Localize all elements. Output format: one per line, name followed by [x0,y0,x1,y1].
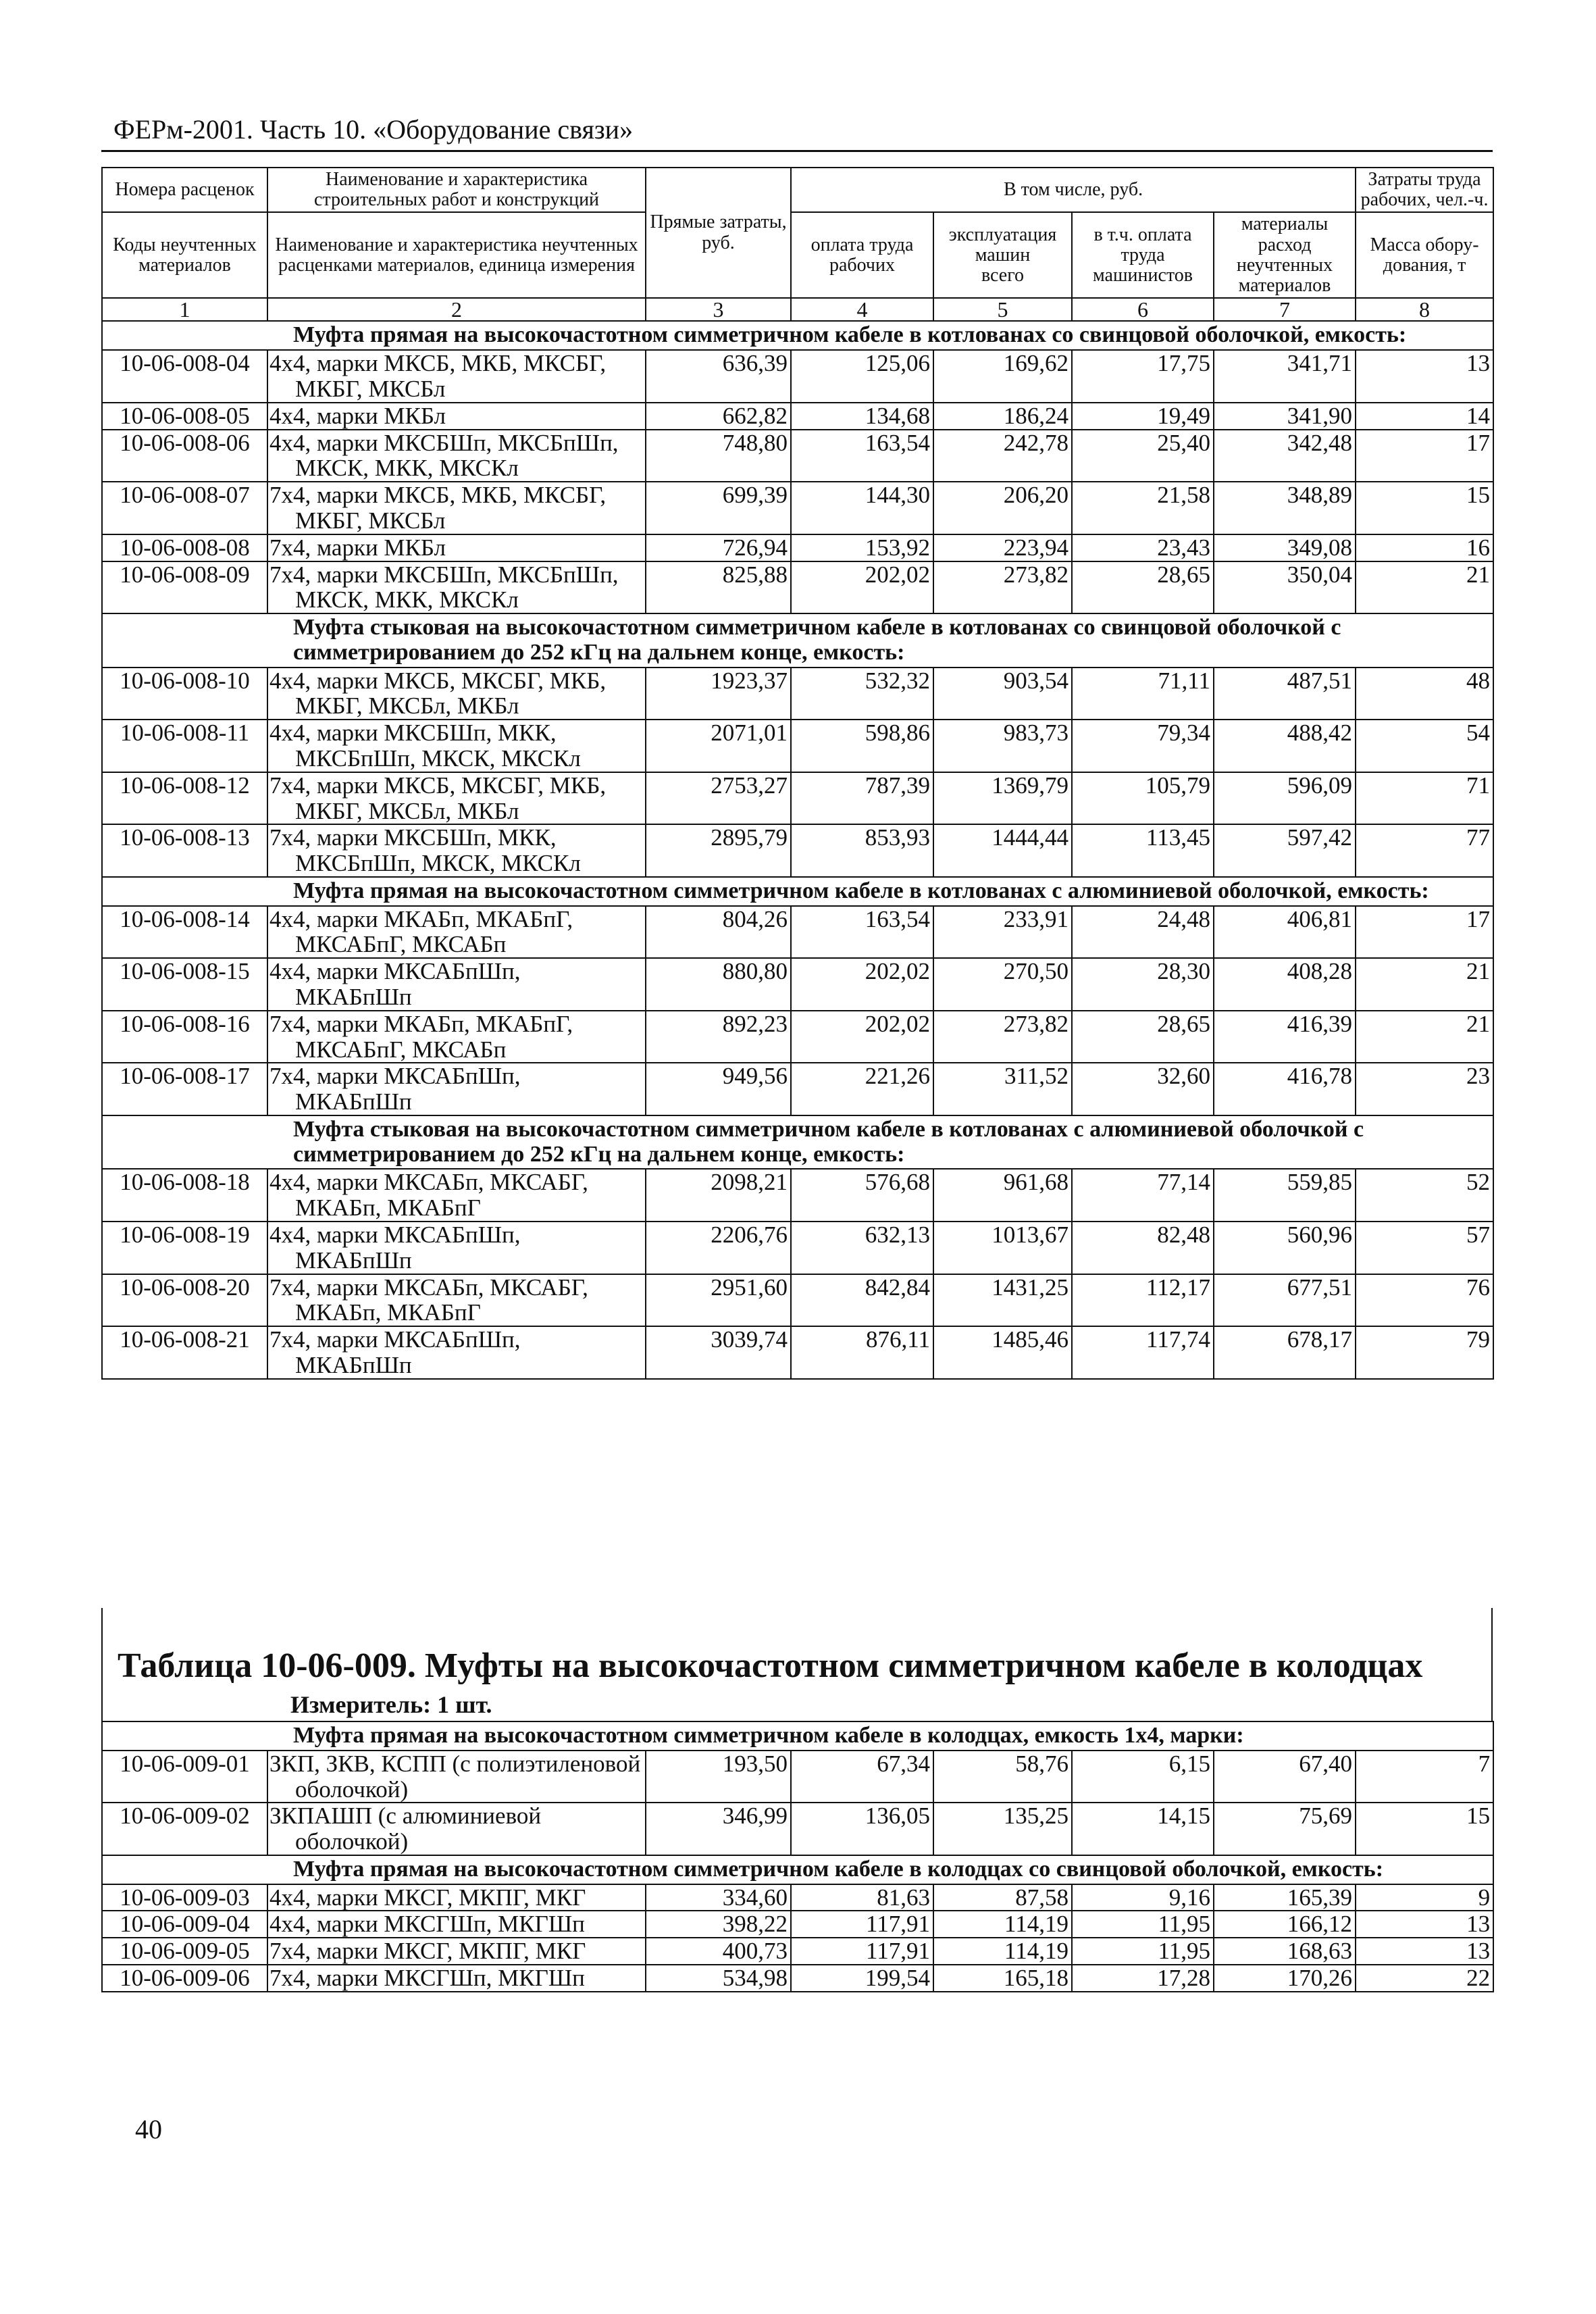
materials-cell: 165,39 [1214,1884,1356,1911]
col-num-2: 2 [267,298,646,321]
work-name-cell: 4х4, марки МКСГ, МКПГ, МКГ [267,1884,646,1911]
rate-row [102,1803,1493,1855]
section-heading: Муфта прямая на высокочастотном симметричном кабеле в колодцах со свинцовой оболочкой, емкость: [102,1855,1493,1884]
direct-costs-cell: 2753,27 [646,772,791,825]
header-materials-label: материалы [1241,213,1329,235]
wages-cell: 842,84 [791,1274,933,1327]
labor-cell: 48 [1356,668,1493,720]
work-name-cell: 4х4, марки МКСБ, МКСБГ, МКБ, МКБГ, МКСБл, МКБл [267,668,646,720]
machines-total-cell: 311,52 [933,1063,1072,1115]
rate-code-cell: 10-06-008-04 [102,350,267,403]
rate-code-cell: 10-06-008-09 [102,561,267,614]
work-name-cell: 4х4, марки МКСБШп, МКК, МКСБпШп, МКСК, МКСКл [267,720,646,772]
work-name-cell: 4х4, марки МКАБп, МКАБпГ, МКСАБпГ, МКСАБп [267,906,646,959]
wages-cell: 532,32 [791,668,933,720]
materials-cell: 341,71 [1214,350,1356,403]
rate-row [102,668,1493,720]
labor-cell: 21 [1356,561,1493,614]
work-name-cell: 7х4, марки МКСБШп, МКСБпШп, МКСК, МКК, МКСКл [267,561,646,614]
machines-total-cell: 1444,44 [933,824,1072,877]
header-direct-costs: Прямые затраты, руб. [646,168,791,298]
materials-cell: 67,40 [1214,1751,1356,1803]
rate-code-cell: 10-06-008-11 [102,720,267,772]
machines-wages-cell: 21,58 [1072,482,1214,534]
section-heading-row [102,877,1493,906]
labor-cell: 7 [1356,1751,1493,1803]
machines-wages-cell: 24,48 [1072,906,1214,959]
rate-code-cell: 10-06-008-06 [102,430,267,482]
work-name-cell: 7х4, марки МКСБ, МКБ, МКСБГ, МКБГ, МКСБл [267,482,646,534]
section-heading-row [102,613,1493,667]
machines-wages-cell: 17,28 [1072,1965,1214,1992]
rate-code-cell: 10-06-009-01 [102,1751,267,1803]
section-heading: Муфта прямая на высокочастотном симметричном кабеле в котлованах со свинцовой оболочкой, емкость: [102,321,1493,350]
col-num-3: 3 [646,298,791,321]
rate-code-cell: 10-06-008-16 [102,1011,267,1063]
header-row-1 [102,168,1493,212]
wages-cell: 787,39 [791,772,933,825]
section-heading: Муфта стыковая на высокочастотном симметричном кабеле в котлованах с алюминиевой оболочкой с симметрированием до 252 кГц на дальнем конце, емкость: [102,1115,1493,1169]
materials-cell: 678,17 [1214,1326,1356,1379]
header-name-bottom: Наименование и характеристика неучтенных расценками материалов, единица измерения [267,212,646,298]
machines-total-cell: 983,73 [933,720,1072,772]
rate-row [102,824,1493,877]
wages-cell: 144,30 [791,482,933,534]
machines-total-cell: 903,54 [933,668,1072,720]
materials-cell: 416,39 [1214,1011,1356,1063]
wages-cell: 134,68 [791,403,933,430]
materials-cell: 349,08 [1214,534,1356,561]
col-num-5: 5 [933,298,1072,321]
rates-table-10-06-009 [101,1721,1494,1992]
rate-row [102,561,1493,614]
header-machines [933,212,1072,298]
rate-row [102,1222,1493,1274]
table-title-block [101,1608,1493,1721]
direct-costs-cell: 892,23 [646,1011,791,1063]
header-machines-total: всего [981,265,1025,286]
machines-total-cell: 1369,79 [933,772,1072,825]
materials-cell: 488,42 [1214,720,1356,772]
direct-costs-cell: 726,94 [646,534,791,561]
labor-cell: 15 [1356,1803,1493,1855]
rate-row [102,1169,1493,1222]
materials-cell: 677,51 [1214,1274,1356,1327]
header-wages: оплата труда рабочих [791,212,933,298]
labor-cell: 21 [1356,1011,1493,1063]
rate-row [102,1063,1493,1115]
materials-cell: 560,96 [1214,1222,1356,1274]
work-name-cell: 7х4, марки МКСГШп, МКГШп [267,1965,646,1992]
rate-code-cell: 10-06-009-04 [102,1911,267,1938]
work-name-cell: 7х4, марки МКАБп, МКАБпГ, МКСАБпГ, МКСАБп [267,1011,646,1063]
materials-cell: 166,12 [1214,1911,1356,1938]
wages-cell: 125,06 [791,350,933,403]
direct-costs-cell: 534,98 [646,1965,791,1992]
machines-wages-cell: 28,30 [1072,958,1214,1011]
labor-cell: 57 [1356,1222,1493,1274]
machines-wages-cell: 117,74 [1072,1326,1214,1379]
work-name-cell: 4х4, марки МКСГШп, МКГШп [267,1911,646,1938]
work-name-cell: 4х4, марки МКБл [267,403,646,430]
header-name-top: Наименование и характеристика строительных работ и конструкций [267,168,646,212]
wages-cell: 202,02 [791,561,933,614]
rate-code-cell: 10-06-008-13 [102,824,267,877]
wages-cell: 202,02 [791,958,933,1011]
header-codes-top: Номера расценок [102,168,267,212]
machines-wages-cell: 9,16 [1072,1884,1214,1911]
labor-cell: 54 [1356,720,1493,772]
rate-code-cell: 10-06-009-05 [102,1938,267,1965]
labor-cell: 13 [1356,1938,1493,1965]
labor-cell: 52 [1356,1169,1493,1222]
labor-cell: 13 [1356,350,1493,403]
section-heading: Муфта стыковая на высокочастотном симметричном кабеле в котлованах со свинцовой оболочкой с симметрированием до 252 кГц на дальнем конце, емкость: [102,613,1493,667]
rate-row [102,772,1493,825]
machines-wages-cell: 112,17 [1072,1274,1214,1327]
wages-cell: 632,13 [791,1222,933,1274]
work-name-cell: 7х4, марки МКСАБпШп, МКАБпШп [267,1326,646,1379]
rate-row [102,958,1493,1011]
labor-cell: 13 [1356,1911,1493,1938]
header-including: В том числе, руб. [791,168,1356,212]
direct-costs-cell: 2895,79 [646,824,791,877]
direct-costs-cell: 662,82 [646,403,791,430]
work-name-cell: 4х4, марки МКСАБпШп, МКАБпШп [267,958,646,1011]
wages-cell: 67,34 [791,1751,933,1803]
rate-row [102,1884,1493,1911]
rates-body [102,321,1493,1378]
section-heading-row [102,321,1493,350]
materials-cell: 75,69 [1214,1803,1356,1855]
machines-wages-cell: 79,34 [1072,720,1214,772]
labor-cell: 14 [1356,403,1493,430]
machines-total-cell: 114,19 [933,1938,1072,1965]
machines-wages-cell: 77,14 [1072,1169,1214,1222]
rate-row [102,1965,1493,1992]
machines-wages-cell: 25,40 [1072,430,1214,482]
machines-total-cell: 135,25 [933,1803,1072,1855]
rate-row [102,350,1493,403]
machines-wages-cell: 11,95 [1072,1938,1214,1965]
machines-wages-cell: 28,65 [1072,561,1214,614]
rate-row [102,534,1493,561]
machines-wages-cell: 11,95 [1072,1911,1214,1938]
materials-cell: 408,28 [1214,958,1356,1011]
labor-cell: 9 [1356,1884,1493,1911]
page-header: ФЕРм-2001. Часть 10. «Оборудование связи» [113,114,634,145]
labor-cell: 76 [1356,1274,1493,1327]
machines-wages-cell: 32,60 [1072,1063,1214,1115]
rate-row [102,1274,1493,1327]
section-heading-row [102,1855,1493,1884]
wages-cell: 117,91 [791,1911,933,1938]
rate-row [102,1938,1493,1965]
work-name-cell: ЗКПАШП (с алюминиевой оболочкой) [267,1803,646,1855]
machines-total-cell: 165,18 [933,1965,1072,1992]
materials-cell: 348,89 [1214,482,1356,534]
direct-costs-cell: 2071,01 [646,720,791,772]
column-number-row [102,298,1493,321]
machines-wages-cell: 17,75 [1072,350,1214,403]
wages-cell: 163,54 [791,430,933,482]
rate-row [102,906,1493,959]
direct-costs-cell: 949,56 [646,1063,791,1115]
table-title: Таблица 10-06-009. Муфты на высокочастотном симметричном кабеле в колодцах [118,1646,1423,1685]
rate-row [102,1011,1493,1063]
direct-costs-cell: 748,80 [646,430,791,482]
work-name-cell: 7х4, марки МКСАБпШп, МКАБпШп [267,1063,646,1115]
direct-costs-cell: 880,80 [646,958,791,1011]
rate-code-cell: 10-06-008-07 [102,482,267,534]
labor-cell: 71 [1356,772,1493,825]
rate-code-cell: 10-06-008-10 [102,668,267,720]
machines-total-cell: 87,58 [933,1884,1072,1911]
header-rule [101,150,1493,152]
rate-row [102,482,1493,534]
machines-wages-cell: 19,49 [1072,403,1214,430]
machines-total-cell: 1013,67 [933,1222,1072,1274]
machines-total-cell: 223,94 [933,534,1072,561]
direct-costs-cell: 346,99 [646,1803,791,1855]
machines-total-cell: 186,24 [933,403,1072,430]
section-heading: Муфта прямая на высокочастотном симметричном кабеле в котлованах с алюминиевой оболочкой, емкость: [102,877,1493,906]
work-name-cell: 7х4, марки МКСБШп, МКК, МКСБпШп, МКСК, МКСКл [267,824,646,877]
header-machines-wages: в т.ч. оплата труда машинистов [1072,212,1214,298]
rate-code-cell: 10-06-008-08 [102,534,267,561]
rate-row [102,430,1493,482]
header-materials-unaccounted: расход неучтенных материалов [1236,234,1333,297]
machines-total-cell: 206,20 [933,482,1072,534]
direct-costs-cell: 804,26 [646,906,791,959]
direct-costs-cell: 1923,37 [646,668,791,720]
direct-costs-cell: 636,39 [646,350,791,403]
work-name-cell: 7х4, марки МКБл [267,534,646,561]
materials-cell: 559,85 [1214,1169,1356,1222]
direct-costs-cell: 398,22 [646,1911,791,1938]
rate-code-cell: 10-06-008-17 [102,1063,267,1115]
materials-cell: 597,42 [1214,824,1356,877]
col-num-4: 4 [791,298,933,321]
machines-total-cell: 961,68 [933,1169,1072,1222]
wages-cell: 117,91 [791,1938,933,1965]
work-name-cell: 4х4, марки МКСБШп, МКСБпШп, МКСК, МКК, МКСКл [267,430,646,482]
machines-total-cell: 58,76 [933,1751,1072,1803]
materials-cell: 487,51 [1214,668,1356,720]
wages-cell: 876,11 [791,1326,933,1379]
machines-wages-cell: 105,79 [1072,772,1214,825]
header-row-2 [102,212,1493,298]
rate-code-cell: 10-06-008-18 [102,1169,267,1222]
direct-costs-cell: 2951,60 [646,1274,791,1327]
direct-costs-cell: 2098,21 [646,1169,791,1222]
wages-cell: 136,05 [791,1803,933,1855]
direct-costs-cell: 193,50 [646,1751,791,1803]
materials-cell: 341,90 [1214,403,1356,430]
rate-row [102,720,1493,772]
machines-total-cell: 273,82 [933,1011,1072,1063]
machines-total-cell: 270,50 [933,958,1072,1011]
col-num-6: 6 [1072,298,1214,321]
materials-cell: 168,63 [1214,1938,1356,1965]
header-codes-bottom: Коды неучтенных материалов [102,212,267,298]
direct-costs-cell: 3039,74 [646,1326,791,1379]
labor-cell: 77 [1356,824,1493,877]
machines-total-cell: 233,91 [933,906,1072,959]
work-name-cell: 4х4, марки МКСБ, МКБ, МКСБГ, МКБГ, МКСБл [267,350,646,403]
labor-cell: 23 [1356,1063,1493,1115]
machines-total-cell: 1485,46 [933,1326,1072,1379]
direct-costs-cell: 825,88 [646,561,791,614]
rate-code-cell: 10-06-008-05 [102,403,267,430]
wages-cell: 153,92 [791,534,933,561]
labor-cell: 21 [1356,958,1493,1011]
measure-unit: Измеритель: 1 шт. [290,1691,492,1718]
machines-wages-cell: 14,15 [1072,1803,1214,1855]
direct-costs-cell: 2206,76 [646,1222,791,1274]
wages-cell: 598,86 [791,720,933,772]
labor-cell: 17 [1356,906,1493,959]
rate-code-cell: 10-06-008-15 [102,958,267,1011]
col-num-1: 1 [102,298,267,321]
labor-cell: 79 [1356,1326,1493,1379]
machines-wages-cell: 23,43 [1072,534,1214,561]
direct-costs-cell: 400,73 [646,1938,791,1965]
machines-total-cell: 1431,25 [933,1274,1072,1327]
wages-cell: 202,02 [791,1011,933,1063]
rate-code-cell: 10-06-008-21 [102,1326,267,1379]
work-name-cell: 7х4, марки МКСАБп, МКСАБГ, МКАБп, МКАБпГ [267,1274,646,1327]
section-heading-row [102,1115,1493,1169]
section-heading-row [102,1721,1493,1751]
direct-costs-cell: 334,60 [646,1884,791,1911]
labor-cell: 17 [1356,430,1493,482]
rate-code-cell: 10-06-009-06 [102,1965,267,1992]
col-num-7: 7 [1214,298,1356,321]
wages-cell: 81,63 [791,1884,933,1911]
labor-cell: 16 [1356,534,1493,561]
work-name-cell: ЗКП, ЗКВ, КСПП (с полиэтиленовой оболочкой) [267,1751,646,1803]
materials-cell: 406,81 [1214,906,1356,959]
machines-wages-cell: 82,48 [1072,1222,1214,1274]
wages-cell: 853,93 [791,824,933,877]
wages-cell: 221,26 [791,1063,933,1115]
rates-table-10-06-008 [101,167,1494,1380]
materials-cell: 416,78 [1214,1063,1356,1115]
wages-cell: 576,68 [791,1169,933,1222]
rate-row [102,1751,1493,1803]
rate-code-cell: 10-06-009-03 [102,1884,267,1911]
machines-wages-cell: 6,15 [1072,1751,1214,1803]
rate-row [102,1326,1493,1379]
work-name-cell: 4х4, марки МКСАБпШп, МКАБпШп [267,1222,646,1274]
rate-row [102,403,1493,430]
work-name-cell: 7х4, марки МКСБ, МКСБГ, МКБ, МКБГ, МКСБл, МКБл [267,772,646,825]
rate-code-cell: 10-06-008-20 [102,1274,267,1327]
machines-total-cell: 273,82 [933,561,1072,614]
header-mass: Масса обору-дования, т [1356,212,1493,298]
machines-total-cell: 169,62 [933,350,1072,403]
rate-code-cell: 10-06-008-14 [102,906,267,959]
materials-cell: 170,26 [1214,1965,1356,1992]
rate-code-cell: 10-06-009-02 [102,1803,267,1855]
header-labor: Затраты труда рабочих, чел.-ч. [1356,168,1493,212]
section-heading: Муфта прямая на высокочастотном симметричном кабеле в колодцах, емкость 1х4, марки: [102,1721,1493,1751]
wages-cell: 163,54 [791,906,933,959]
labor-cell: 22 [1356,1965,1493,1992]
header-machines-label: эксплуатация машин [948,224,1057,266]
work-name-cell: 4х4, марки МКСАБп, МКСАБГ, МКАБп, МКАБпГ [267,1169,646,1222]
machines-wages-cell: 113,45 [1072,824,1214,877]
col-num-8: 8 [1356,298,1493,321]
rate-row [102,1911,1493,1938]
machines-wages-cell: 28,65 [1072,1011,1214,1063]
wages-cell: 199,54 [791,1965,933,1992]
rates-body-009 [102,1721,1493,1992]
direct-costs-cell: 699,39 [646,482,791,534]
machines-total-cell: 242,78 [933,430,1072,482]
machines-total-cell: 114,19 [933,1911,1072,1938]
page-number: 40 [135,2114,162,2144]
header-materials [1214,212,1356,298]
materials-cell: 342,48 [1214,430,1356,482]
machines-wages-cell: 71,11 [1072,668,1214,720]
rate-code-cell: 10-06-008-12 [102,772,267,825]
materials-cell: 350,04 [1214,561,1356,614]
work-name-cell: 7х4, марки МКСГ, МКПГ, МКГ [267,1938,646,1965]
materials-cell: 596,09 [1214,772,1356,825]
labor-cell: 15 [1356,482,1493,534]
rate-code-cell: 10-06-008-19 [102,1222,267,1274]
